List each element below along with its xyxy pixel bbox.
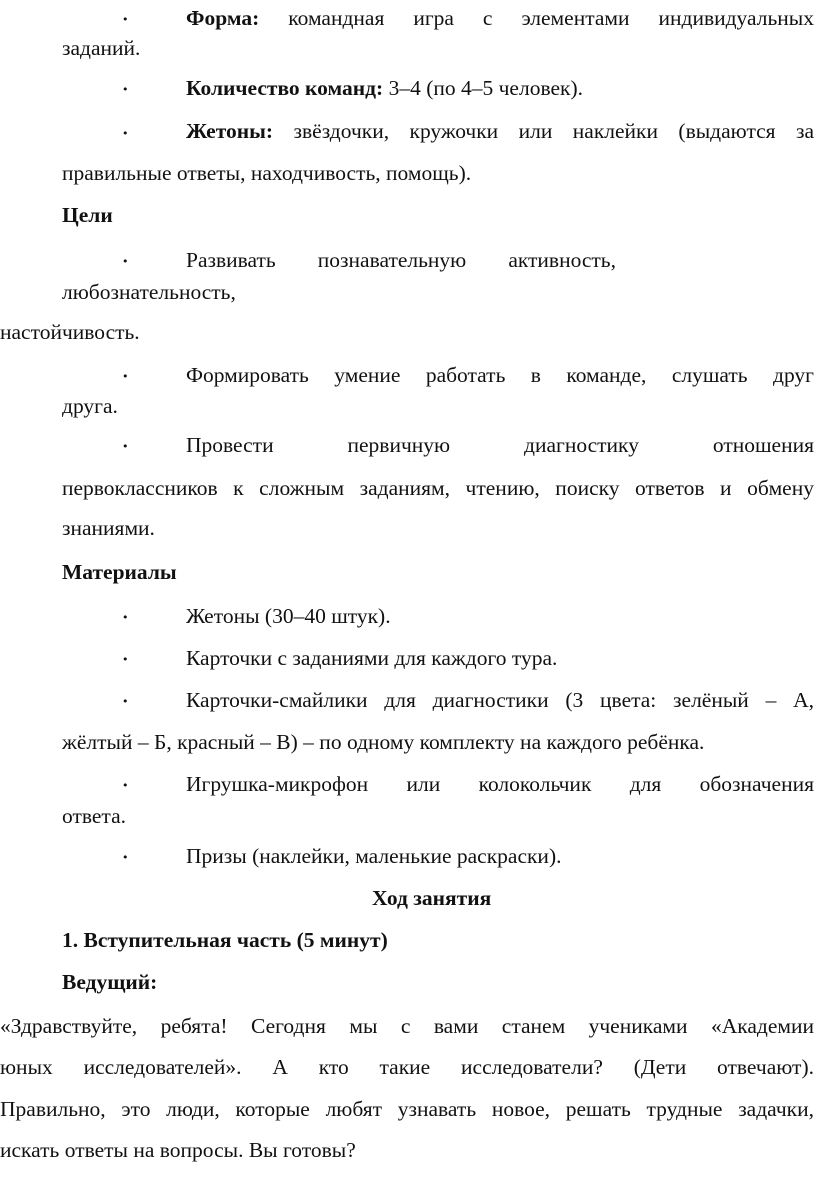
goal-item-3-line1: Провести первичную диагностику отношения xyxy=(186,433,814,457)
speech-line-2: юных исследователей». А кто такие исследователи? (Дети отвечают). xyxy=(0,1055,814,1079)
material-item-3-line2: жёлтый – Б, красный – В) – по одному комплекту на каждого ребёнка. xyxy=(62,730,705,754)
goal-item-1 xyxy=(186,250,616,272)
material-item-3-line1: Карточки-смайлики для диагностики (3 цвета: зелёный – А, xyxy=(186,688,814,712)
bullet-marker: • xyxy=(122,851,129,864)
speech-line-3-wrap xyxy=(0,1099,814,1121)
bullet-marker: • xyxy=(122,255,129,268)
goal-item-2-line1: Формировать умение работать в команде, слушать друг xyxy=(186,363,814,387)
form-text: командная игра с элементами индивидуальных xyxy=(288,6,814,30)
bullet-marker: • xyxy=(122,611,129,624)
bullet-marker: • xyxy=(122,440,129,453)
goal-item-3-line3: знаниями. xyxy=(62,516,155,540)
goal-item-3-line2-wrap xyxy=(62,478,814,500)
tokens-label: Жетоны: xyxy=(186,119,274,143)
lesson-heading: Ход занятия xyxy=(372,886,492,910)
host-label: Ведущий: xyxy=(62,970,158,994)
bullet-marker: • xyxy=(122,779,129,792)
goal-item-1-line1: Развивать познавательную активность, xyxy=(186,248,616,272)
material-item-5: Призы (наклейки, маленькие раскраски). xyxy=(186,844,562,868)
bullet-marker: • xyxy=(122,13,129,26)
form-text-continued: заданий. xyxy=(62,36,141,60)
material-item-4 xyxy=(186,774,814,796)
tokens-text: звёздочки, кружочки или наклейки (выдаются за xyxy=(293,119,815,143)
tokens-line xyxy=(186,121,814,143)
teams-label: Количество команд: xyxy=(186,76,384,100)
goal-item-2-line2: друга. xyxy=(62,394,118,418)
bullet-marker: • xyxy=(122,370,129,383)
goal-item-3-line2: первоклассников к сложным заданиям, чтению, поиску ответов и обмену xyxy=(62,476,814,500)
goal-item-3 xyxy=(186,435,814,457)
part1-heading: 1. Вступительная часть (5 минут) xyxy=(62,928,388,952)
tokens-text-continued: правильные ответы, находчивость, помощь). xyxy=(62,161,472,185)
materials-heading: Материалы xyxy=(62,560,177,584)
speech-line-1: «Здравствуйте, ребята! Сегодня мы с вами станем учениками «Академии xyxy=(0,1014,814,1038)
material-item-4-line2: ответа. xyxy=(62,804,127,828)
bullet-marker: • xyxy=(122,127,129,140)
form-label: Форма: xyxy=(186,6,260,30)
goal-item-1-line3: настойчивость. xyxy=(0,320,140,344)
goal-item-1-line2: любознательность, xyxy=(62,280,236,304)
goal-item-2 xyxy=(186,365,814,387)
speech-line-2-wrap xyxy=(0,1057,814,1079)
teams-line xyxy=(186,78,583,100)
speech-line-1-wrap xyxy=(0,1016,814,1038)
bullet-marker: • xyxy=(122,653,129,666)
material-item-2: Карточки с заданиями для каждого тура. xyxy=(186,646,558,670)
bullet-marker: • xyxy=(122,83,129,96)
speech-line-4: искать ответы на вопросы. Вы готовы? xyxy=(0,1138,356,1162)
material-item-3 xyxy=(186,690,814,712)
material-item-4-line1: Игрушка-микрофон или колокольчик для обозначения xyxy=(186,772,814,796)
bullet-marker: • xyxy=(122,695,129,708)
form-line xyxy=(186,8,814,30)
speech-line-3: Правильно, это люди, которые любят узнавать новое, решать трудные задачки, xyxy=(0,1097,814,1121)
teams-text: 3–4 (по 4–5 человек). xyxy=(388,76,583,100)
goals-heading: Цели xyxy=(62,203,113,227)
material-item-1: Жетоны (30–40 штук). xyxy=(186,604,391,628)
